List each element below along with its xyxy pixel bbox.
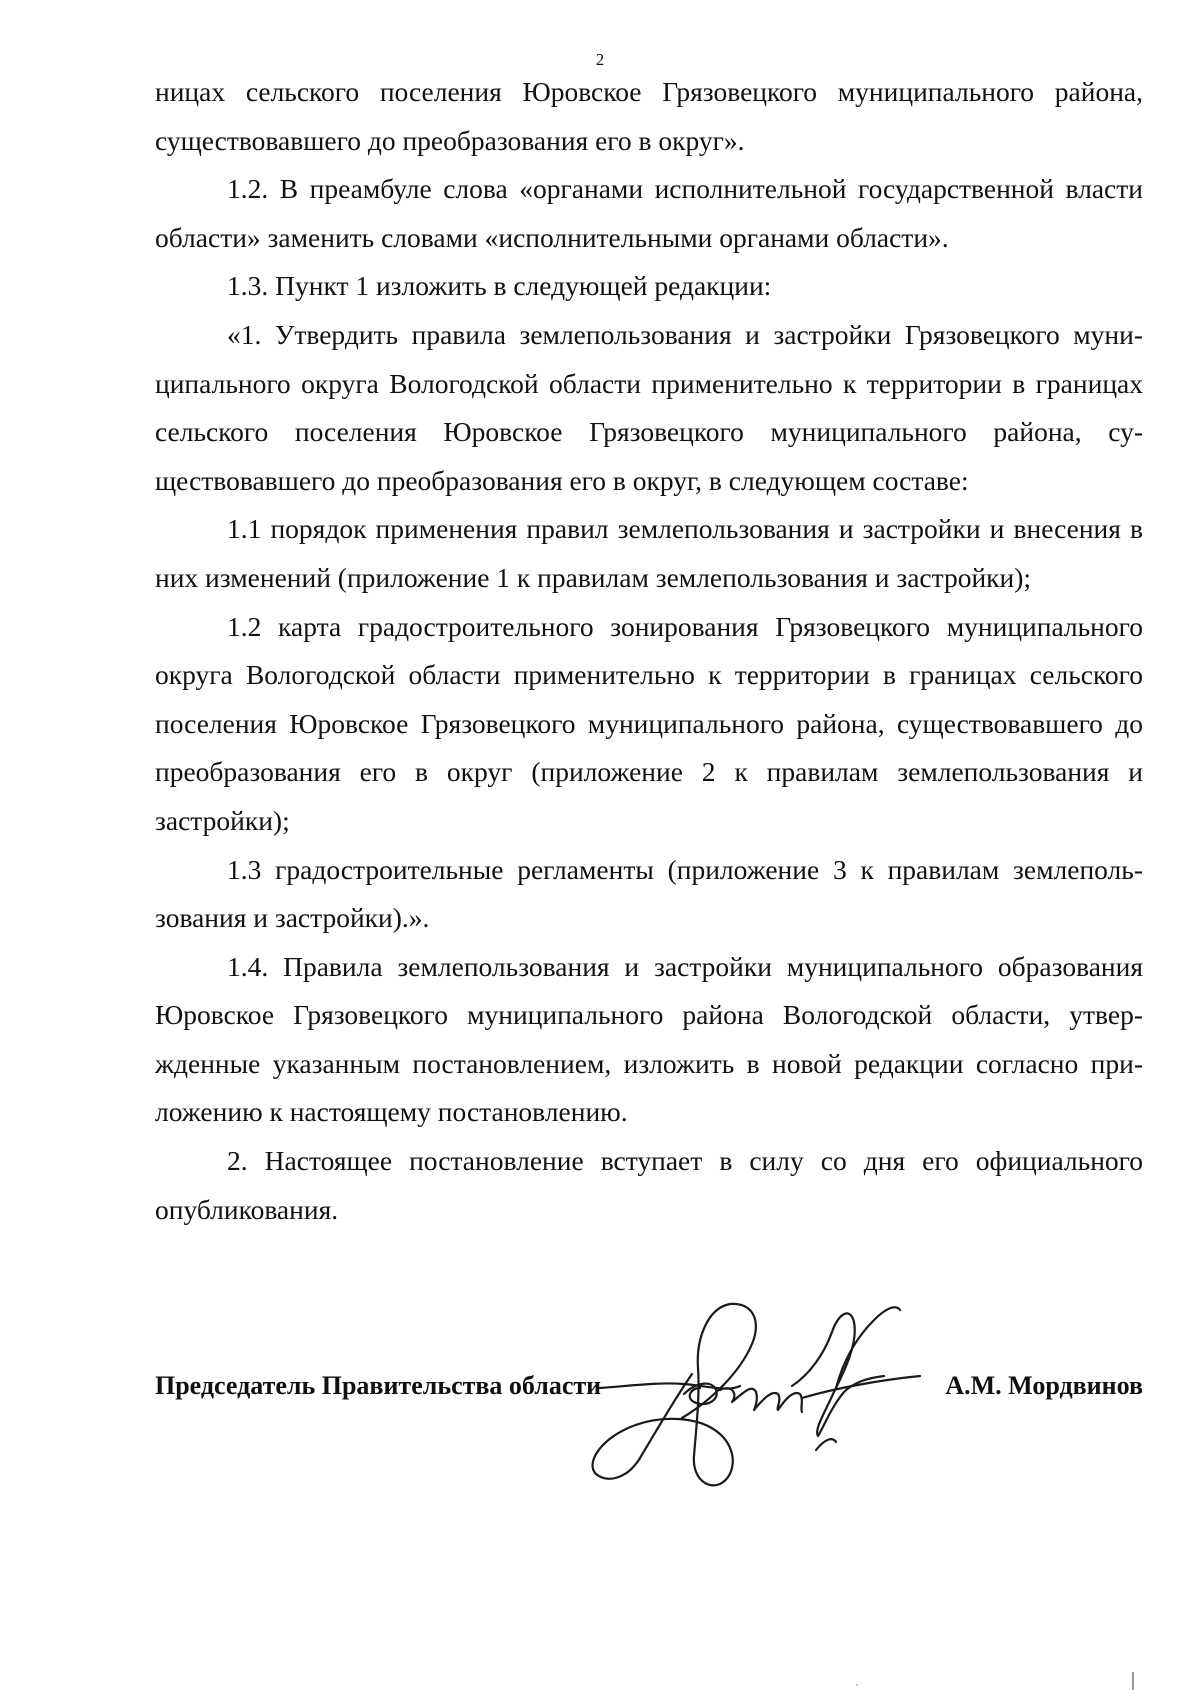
paragraph-quoted-point-1: «1. Утвердить правила землепользования и застройки Грязовецкого муниципального округа Вологодской области применительно к территории в границах сельского поселения Юровское Грязовецкого муниципального района, существовавшего до преобразования его в округ, в следующем составе: xyxy=(155,318,1143,496)
signatory-position: Председатель Правительства области xyxy=(155,1371,602,1400)
handwritten-signature xyxy=(588,1296,928,1492)
page-number: 2 xyxy=(595,50,605,69)
paragraph-1-3: 1.3. Пункт 1 изложить в следующей редакции: xyxy=(227,270,772,302)
signatory-name: А.М. Мордвинов xyxy=(945,1371,1143,1400)
paragraph-2: 2. Настоящее постановление вступает в силу со дня его официального опубликования. xyxy=(155,1145,1143,1225)
paragraph-1-2: 1.2. В преамбуле слова «органами исполнительной государственной власти области» заменить словами «исполнительными органами области». xyxy=(155,173,1143,253)
paragraph-subpoint-1-1: 1.1 порядок применения правил землепользования и застройки и внесения в них изменений (приложение 1 к правилам землепользования и застройки); xyxy=(155,513,1143,593)
document-body xyxy=(155,68,1143,1234)
paragraph-continuation: ницах сельского поселения Юровское Грязовецкого муниципального района, существовавшего до преобразования его в округ». xyxy=(155,76,1143,156)
paragraph-subpoint-1-3: 1.3 градостроительные регламенты (приложение 3 к правилам землепользования и застройки).». xyxy=(155,853,1143,934)
paragraph-subpoint-1-2: 1.2 карта градостроительного зонирования Грязовецкого муниципального округа Вологодской области применительно к территории в границах сельского поселения Юровское Грязовецкого муниципального района, существовавшего до преобразования его в округ (приложение 2 к правилам землепользования и застройки); xyxy=(155,610,1143,836)
scan-artifact-dot xyxy=(856,1684,858,1686)
paragraph-1-4: 1.4. Правила землепользования и застройки муниципального образования Юровское Грязовецкого муниципального района Вологодской области, утвержденные указанным постановлением, изложить в новой редакции согласно приложению к настоящему постановлению. xyxy=(155,950,1143,1128)
scan-artifact-line xyxy=(1132,1672,1134,1690)
